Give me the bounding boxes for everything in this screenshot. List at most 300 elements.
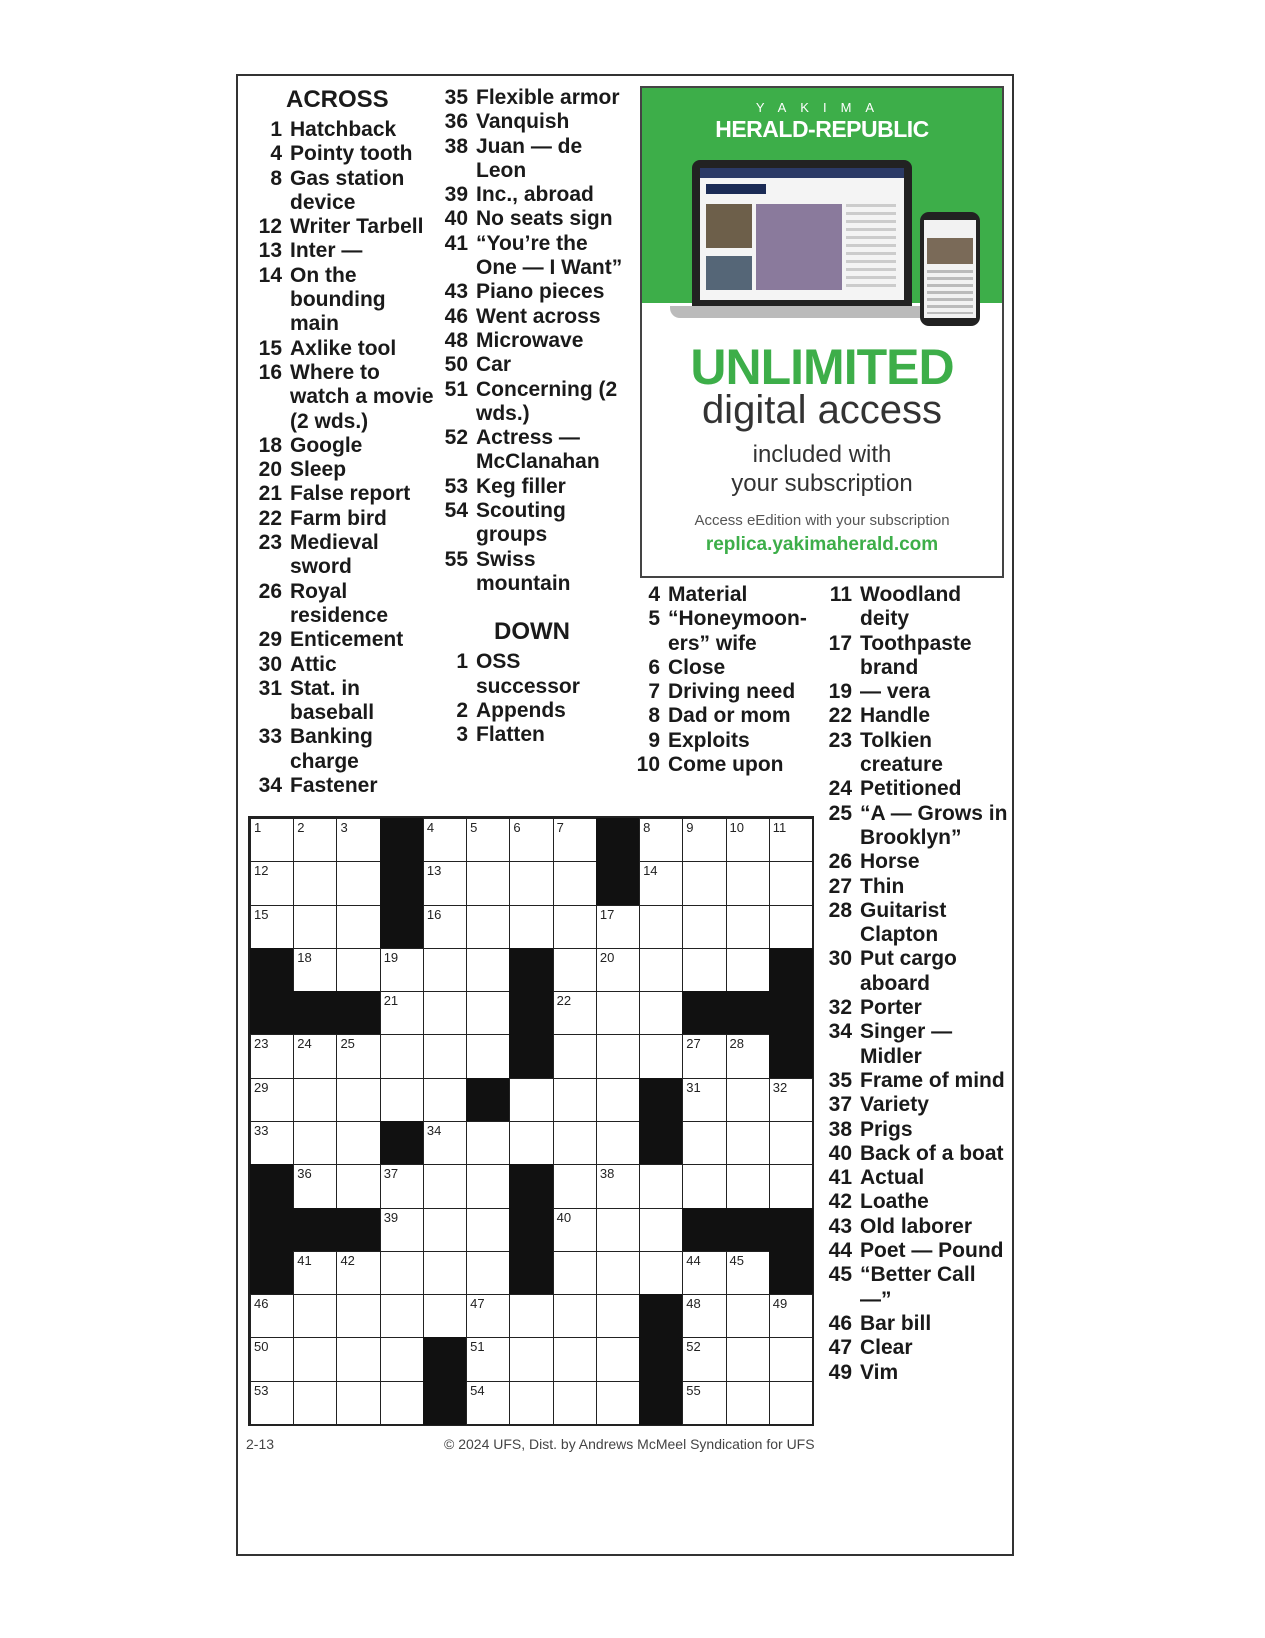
clue-item [436, 650, 626, 699]
grid-cell[interactable] [336, 1164, 380, 1208]
grid-cell[interactable] [466, 818, 510, 862]
grid-cell[interactable] [293, 905, 337, 949]
grid-cell[interactable] [596, 1251, 640, 1295]
ad-included-line1: included with [752, 441, 892, 468]
grid-cell[interactable] [466, 1164, 510, 1208]
grid-cell[interactable] [596, 1294, 640, 1338]
grid-cell[interactable] [596, 948, 640, 992]
cell-number: 24 [297, 1036, 312, 1052]
grid-cell[interactable] [553, 1078, 597, 1122]
clue-number: 21 [258, 482, 282, 506]
grid-cell[interactable] [293, 861, 337, 905]
clue-number: 32 [828, 996, 852, 1020]
clue-number: 54 [444, 499, 468, 523]
grid-cell[interactable] [466, 1381, 510, 1425]
grid-cell[interactable] [380, 1294, 424, 1338]
grid-block [380, 861, 424, 905]
grid-cell[interactable] [509, 1381, 553, 1425]
clue-text: On the bounding main [290, 263, 386, 336]
grid-cell[interactable] [423, 948, 467, 992]
grid-cell[interactable] [639, 1208, 683, 1252]
grid-cell[interactable] [553, 818, 597, 862]
down-column-4 [820, 583, 1012, 1385]
grid-cell[interactable] [509, 1337, 553, 1381]
grid-cell[interactable] [250, 1121, 294, 1165]
grid-cell[interactable] [726, 1034, 770, 1078]
across-list-1 [250, 118, 436, 798]
clue-number: 4 [270, 142, 282, 166]
clue-number: 23 [828, 728, 852, 752]
grid-cell[interactable] [553, 1121, 597, 1165]
grid-cell[interactable] [639, 1034, 683, 1078]
clue-item [250, 677, 436, 726]
grid-cell[interactable] [336, 1251, 380, 1295]
grid-block [639, 1337, 683, 1381]
clue-number: 12 [258, 215, 282, 239]
clue-item [250, 580, 436, 629]
clue-item [820, 1142, 1012, 1166]
grid-cell[interactable] [336, 948, 380, 992]
clue-text: Hatchback [290, 118, 397, 141]
grid-cell[interactable] [293, 818, 337, 862]
clue-item [250, 507, 436, 531]
clue-item [250, 167, 436, 216]
grid-cell[interactable] [336, 1078, 380, 1122]
grid-cell[interactable] [293, 1034, 337, 1078]
grid-cell[interactable] [336, 1121, 380, 1165]
grid-cell[interactable] [682, 905, 726, 949]
cell-number: 53 [254, 1382, 269, 1398]
cell-number: 3 [340, 820, 348, 835]
grid-cell[interactable] [682, 1078, 726, 1122]
clue-number: 15 [258, 336, 282, 360]
grid-cell[interactable] [293, 948, 337, 992]
clue-text: Microwave [476, 328, 584, 352]
clue-item [436, 232, 626, 281]
clue-text: Exploits [668, 728, 750, 752]
grid-cell[interactable] [423, 905, 467, 949]
grid-cell[interactable] [336, 1294, 380, 1338]
grid-cell[interactable] [639, 1164, 683, 1208]
grid-block [726, 1208, 770, 1252]
clue-item [820, 1118, 1012, 1142]
clue-item [436, 426, 626, 475]
clue-item [628, 704, 818, 728]
grid-cell[interactable] [769, 818, 813, 862]
clue-item [820, 802, 1012, 851]
grid-cell[interactable] [423, 1121, 467, 1165]
grid-cell[interactable] [726, 1294, 770, 1338]
across-column-2 [436, 86, 626, 747]
grid-cell[interactable] [553, 948, 597, 992]
grid-cell[interactable] [336, 1381, 380, 1425]
grid-cell[interactable] [250, 1034, 294, 1078]
grid-block [682, 991, 726, 1035]
grid-cell[interactable] [726, 1121, 770, 1165]
clue-text: Medieval sword [290, 531, 379, 579]
grid-cell[interactable] [466, 1208, 510, 1252]
grid-cell[interactable] [726, 1337, 770, 1381]
grid-cell[interactable] [596, 1208, 640, 1252]
crossword-grid[interactable] [248, 816, 814, 1426]
grid-block [769, 1208, 813, 1252]
grid-cell[interactable] [293, 1078, 337, 1122]
grid-block [423, 1381, 467, 1425]
grid-cell[interactable] [682, 1034, 726, 1078]
clue-text: “Honeymoon-ers” wife [668, 607, 807, 655]
grid-cell[interactable] [553, 1381, 597, 1425]
grid-cell[interactable] [769, 1121, 813, 1165]
grid-cell[interactable] [769, 1337, 813, 1381]
grid-cell[interactable] [553, 1208, 597, 1252]
clue-item [436, 499, 626, 548]
grid-cell[interactable] [380, 1164, 424, 1208]
grid-block [250, 1251, 294, 1295]
grid-cell[interactable] [423, 1294, 467, 1338]
cell-number: 19 [383, 949, 399, 965]
grid-cell[interactable] [423, 1164, 467, 1208]
grid-cell[interactable] [769, 1294, 813, 1338]
grid-cell[interactable] [639, 1251, 683, 1295]
grid-cell[interactable] [769, 1164, 813, 1208]
ad-url-link[interactable]: replica.yakimaherald.com [705, 534, 939, 555]
grid-cell[interactable] [293, 1381, 337, 1425]
grid-cell[interactable] [553, 1164, 597, 1208]
clue-number: 29 [258, 628, 282, 652]
clue-number: 2 [456, 698, 468, 722]
grid-cell[interactable] [250, 905, 294, 949]
grid-cell[interactable] [769, 861, 813, 905]
grid-cell[interactable] [682, 1294, 726, 1338]
clue-text: Stat. in baseball [290, 676, 375, 725]
clue-item [820, 1336, 1012, 1360]
grid-cell[interactable] [553, 1034, 597, 1078]
clue-number: 28 [828, 898, 852, 922]
grid-cell[interactable] [466, 991, 510, 1035]
grid-cell[interactable] [596, 991, 640, 1035]
grid-cell[interactable] [250, 861, 294, 905]
grid-block [639, 1078, 683, 1122]
grid-cell[interactable] [423, 1078, 467, 1122]
grid-cell[interactable] [466, 1251, 510, 1295]
grid-cell[interactable] [596, 1164, 640, 1208]
clue-item [820, 632, 1012, 681]
clue-item [628, 583, 818, 607]
clue-item [820, 583, 1012, 632]
ad-access-text: Access eEdition with your subscription [694, 512, 950, 529]
clue-text: Pointy tooth [290, 142, 413, 166]
clue-item [436, 183, 626, 207]
grid-cell[interactable] [769, 905, 813, 949]
clue-text: Juan — de Leon [476, 134, 583, 182]
grid-cell[interactable] [380, 1381, 424, 1425]
laptop-base [670, 306, 934, 318]
clue-text: Clear [860, 1336, 913, 1360]
grid-cell[interactable] [509, 818, 553, 862]
clue-number: 24 [828, 777, 852, 801]
grid-cell[interactable] [639, 905, 683, 949]
clue-text: — vera [860, 680, 931, 704]
grid-cell[interactable] [596, 1078, 640, 1122]
grid-block [250, 1208, 294, 1252]
grid-cell[interactable] [466, 1034, 510, 1078]
grid-cell[interactable] [509, 1294, 553, 1338]
clue-number: 22 [258, 506, 282, 530]
clue-item [436, 207, 626, 231]
ad-headline: UNLIMITED [690, 339, 954, 395]
cell-number: 44 [686, 1252, 701, 1268]
ad-brand-small: YAKIMA [755, 100, 889, 115]
grid-block [726, 991, 770, 1035]
clue-item [820, 1215, 1012, 1239]
clue-text: Sleep [290, 458, 347, 482]
clue-text: Bar bill [860, 1311, 932, 1335]
cell-number: 17 [599, 906, 615, 922]
cell-number: 22 [556, 993, 572, 1009]
grid-cell[interactable] [509, 1121, 553, 1165]
grid-cell[interactable] [423, 1251, 467, 1295]
grid-cell[interactable] [293, 1294, 337, 1338]
grid-cell[interactable] [682, 818, 726, 862]
grid-cell[interactable] [250, 1294, 294, 1338]
cell-number: 39 [383, 1209, 399, 1225]
grid-cell[interactable] [726, 905, 770, 949]
grid-cell[interactable] [466, 1294, 510, 1338]
clue-item [436, 699, 626, 723]
clue-number: 44 [828, 1239, 852, 1263]
cell-number: 45 [729, 1252, 744, 1268]
clue-text: Material [668, 583, 748, 606]
grid-cell[interactable] [423, 991, 467, 1035]
cell-number: 32 [772, 1079, 788, 1095]
grid-cell[interactable] [380, 991, 424, 1035]
clue-item [628, 607, 818, 656]
grid-cell[interactable] [293, 1121, 337, 1165]
grid-cell[interactable] [250, 818, 294, 862]
clue-number: 18 [258, 433, 282, 457]
grid-cell[interactable] [596, 1034, 640, 1078]
down-list-4 [820, 583, 1012, 1385]
clue-number: 50 [444, 353, 468, 377]
grid-cell[interactable] [553, 1337, 597, 1381]
clue-text: No seats sign [476, 207, 613, 231]
clue-item [436, 86, 626, 110]
grid-cell[interactable] [639, 991, 683, 1035]
grid-cell[interactable] [596, 1337, 640, 1381]
grid-cell[interactable] [682, 1337, 726, 1381]
grid-cell[interactable] [596, 905, 640, 949]
grid-cell[interactable] [380, 1251, 424, 1295]
grid-cell[interactable] [553, 991, 597, 1035]
laptop-screen-text-lines [846, 204, 896, 290]
clue-number: 46 [444, 304, 468, 328]
clue-text: Axlike tool [290, 336, 397, 360]
grid-block [380, 818, 424, 862]
grid-cell[interactable] [682, 948, 726, 992]
puzzle-date: 2-13 [246, 1436, 275, 1452]
grid-cell[interactable] [726, 818, 770, 862]
grid-cell[interactable] [466, 948, 510, 992]
grid-cell[interactable] [250, 1078, 294, 1122]
clue-text: Prigs [860, 1117, 913, 1141]
clue-number: 17 [828, 631, 852, 655]
grid-cell[interactable] [726, 1078, 770, 1122]
grid-cell[interactable] [336, 818, 380, 862]
grid-cell[interactable] [596, 1121, 640, 1165]
clue-number: 5 [648, 607, 660, 631]
clue-text: Piano pieces [476, 280, 605, 304]
laptop-screen-logo [706, 184, 766, 194]
clue-number: 8 [270, 166, 282, 190]
grid-cell[interactable] [336, 1337, 380, 1381]
grid-cell[interactable] [380, 1078, 424, 1122]
grid-cell[interactable] [423, 1034, 467, 1078]
clue-number: 47 [828, 1336, 852, 1360]
grid-cell[interactable] [423, 861, 467, 905]
ad-included-line2: your subscription [731, 470, 913, 497]
clue-text: Swiss mountain [476, 547, 571, 595]
grid-cell[interactable] [293, 1337, 337, 1381]
down-heading: DOWN [494, 618, 570, 646]
grid-cell[interactable] [423, 1208, 467, 1252]
clue-item [250, 118, 436, 142]
clue-item [820, 947, 1012, 996]
grid-cell[interactable] [726, 1251, 770, 1295]
cell-number: 31 [686, 1079, 701, 1095]
grid-block [250, 991, 294, 1035]
grid-cell[interactable] [726, 1164, 770, 1208]
grid-cell[interactable] [682, 1381, 726, 1425]
cell-number: 11 [772, 820, 787, 835]
clue-number: 41 [828, 1166, 852, 1190]
clue-text: Keg filler [476, 474, 566, 498]
clue-text: Toothpaste brand [860, 631, 972, 679]
grid-cell[interactable] [509, 1078, 553, 1122]
clue-text: Singer — Midler [860, 1020, 953, 1068]
cell-number: 7 [556, 820, 564, 835]
clue-number: 13 [258, 239, 282, 263]
grid-cell[interactable] [380, 1208, 424, 1252]
clue-text: Banking charge [290, 725, 373, 773]
clue-item [820, 1190, 1012, 1214]
clue-text: OSS successor [476, 650, 580, 698]
grid-cell[interactable] [596, 1381, 640, 1425]
clue-text: Actual [860, 1166, 925, 1190]
clue-text: Frame of mind [860, 1068, 1005, 1092]
grid-cell[interactable] [336, 905, 380, 949]
cell-number: 49 [772, 1296, 788, 1312]
clue-text: Horse [860, 850, 920, 874]
grid-cell[interactable] [769, 1381, 813, 1425]
clue-number: 38 [444, 134, 468, 158]
grid-cell[interactable] [336, 861, 380, 905]
phone-image [920, 212, 980, 326]
grid-cell[interactable] [726, 861, 770, 905]
cell-number: 18 [297, 949, 312, 965]
grid-cell[interactable] [639, 948, 683, 992]
grid-cell[interactable] [553, 861, 597, 905]
grid-cell[interactable] [553, 1251, 597, 1295]
grid-block [336, 1208, 380, 1252]
clue-item [250, 142, 436, 166]
grid-block [380, 905, 424, 949]
grid-cell[interactable] [509, 861, 553, 905]
grid-cell[interactable] [293, 1251, 337, 1295]
down-column-3 [628, 583, 818, 777]
grid-cell[interactable] [726, 1381, 770, 1425]
grid-cell[interactable] [250, 1337, 294, 1381]
clue-item [820, 1020, 1012, 1069]
grid-cell[interactable] [682, 861, 726, 905]
subscription-ad[interactable] [640, 86, 1004, 578]
grid-cell[interactable] [682, 1121, 726, 1165]
cell-number: 47 [470, 1296, 485, 1312]
grid-cell[interactable] [380, 1034, 424, 1078]
cell-number: 10 [729, 820, 744, 835]
grid-cell[interactable] [769, 1078, 813, 1122]
cell-number: 14 [643, 863, 658, 879]
clue-text: Enticement [290, 628, 404, 652]
clue-number: 8 [648, 704, 660, 728]
clue-item [436, 329, 626, 353]
grid-block [639, 1121, 683, 1165]
cell-number: 1 [254, 820, 262, 835]
cell-number: 34 [426, 1123, 442, 1138]
clue-number: 52 [444, 426, 468, 450]
clue-item [250, 458, 436, 482]
clue-number: 35 [828, 1068, 852, 1092]
clue-item [820, 1239, 1012, 1263]
grid-cell[interactable] [553, 905, 597, 949]
clue-number: 7 [648, 680, 660, 704]
cell-number: 38 [599, 1166, 615, 1182]
clue-number: 30 [258, 652, 282, 676]
clue-number: 3 [456, 723, 468, 747]
grid-cell[interactable] [682, 1251, 726, 1295]
grid-cell[interactable] [639, 861, 683, 905]
grid-cell[interactable] [380, 948, 424, 992]
grid-cell[interactable] [466, 905, 510, 949]
clue-text: Variety [860, 1093, 929, 1117]
grid-cell[interactable] [682, 1164, 726, 1208]
grid-cell[interactable] [726, 948, 770, 992]
cell-number: 48 [686, 1296, 701, 1312]
clue-text: Fastener [290, 774, 378, 798]
grid-cell[interactable] [250, 1381, 294, 1425]
clue-item [628, 729, 818, 753]
clue-text: Tolkien creature [860, 728, 943, 777]
grid-cell[interactable] [553, 1294, 597, 1338]
grid-cell[interactable] [336, 1034, 380, 1078]
down-list-3 [628, 583, 818, 777]
grid-cell[interactable] [380, 1337, 424, 1381]
grid-cell[interactable] [466, 1337, 510, 1381]
clue-item [436, 378, 626, 427]
grid-cell[interactable] [466, 1121, 510, 1165]
cell-number: 52 [686, 1339, 701, 1355]
laptop-screen-nav [700, 168, 904, 178]
grid-cell[interactable] [466, 861, 510, 905]
ad-subhead: digital access [701, 388, 943, 432]
grid-cell[interactable] [509, 905, 553, 949]
grid-cell[interactable] [293, 1164, 337, 1208]
clue-text: Farm bird [290, 506, 387, 530]
grid-cell[interactable] [639, 818, 683, 862]
clue-item [436, 353, 626, 377]
grid-cell[interactable] [423, 818, 467, 862]
clue-number: 34 [828, 1020, 852, 1044]
grid-block [423, 1337, 467, 1381]
